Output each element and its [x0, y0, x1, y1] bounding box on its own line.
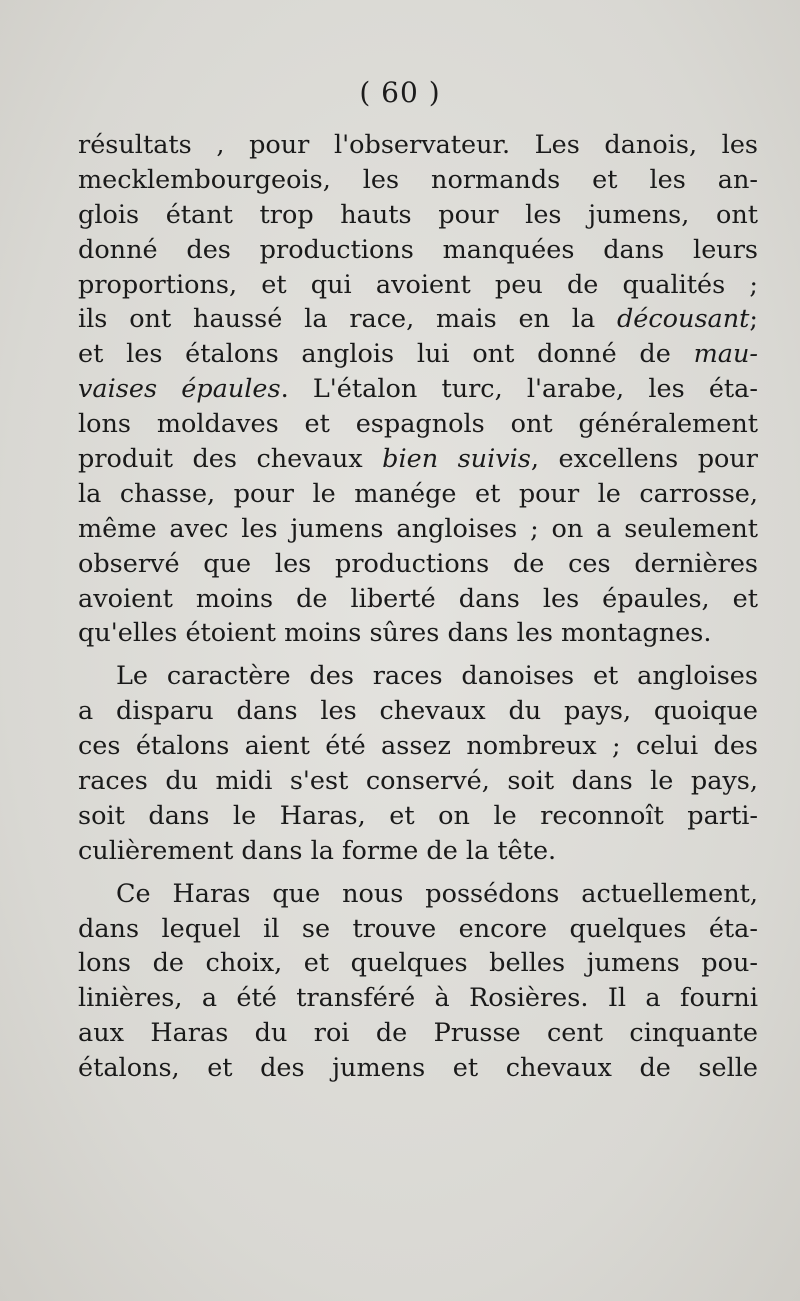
text-line-16: Le caractère des races danoises et angloises: [116, 661, 758, 692]
text-line-15: qu'elles étoient moins sûres dans les montagnes.: [78, 618, 712, 649]
page-number: ( 60 ): [359, 76, 441, 109]
body-text: [78, 128, 758, 1086]
text-line-22: Ce Haras que nous possédons actuellement,: [116, 878, 758, 909]
text-line-13: observé que les productions de ces dernières: [78, 548, 758, 579]
text-line-24: lons de choix, et quelques belles jumens pou-: [78, 948, 758, 979]
text-line-21: culièrement dans la forme de la tête.: [78, 835, 557, 866]
text-line-2: mecklembourgeois, les normands et les an-: [78, 164, 758, 195]
text-line-23: dans lequel il se trouve encore quelques éta-: [78, 913, 758, 944]
text-line-7: et les étalons anglois lui ont donné de mau-: [78, 339, 758, 370]
text-line-12: même avec les jumens angloises ; on a seulement: [78, 513, 758, 544]
paragraph-gap: [78, 651, 758, 659]
text-line-1: résultats , pour l'observateur. Les danois, les: [78, 130, 758, 160]
text-line-20: soit dans le Haras, et on le reconnoît parti-: [78, 800, 758, 831]
text-line-11: la chasse, pour le manége et pour le carrosse,: [78, 478, 758, 509]
text-line-14: avoient moins de liberté dans les épaules, et: [78, 583, 758, 614]
text-line-25: linières, a été transféré à Rosières. Il a fourni: [78, 983, 758, 1014]
paragraph-gap: [78, 869, 758, 877]
text-line-18: ces étalons aient été assez nombreux ; celui des: [78, 731, 758, 762]
text-line-6: ils ont haussé la race, mais en la décousant;: [78, 304, 758, 335]
text-line-3: glois étant trop hauts pour les jumens, ont: [78, 199, 758, 230]
text-line-4: donné des productions manquées dans leurs: [78, 234, 758, 265]
text-line-5: proportions, et qui avoient peu de qualités ;: [78, 269, 758, 300]
text-line-26: aux Haras du roi de Prusse cent cinquante: [78, 1018, 758, 1049]
text-line-10: produit des chevaux bien suivis, excellens pour: [78, 444, 758, 475]
text-line-8: vaises épaules. L'étalon turc, l'arabe, les éta-: [78, 374, 758, 405]
text-line-19: races du midi s'est conservé, soit dans le pays,: [78, 766, 758, 797]
text-line-17: a disparu dans les chevaux du pays, quoique: [78, 696, 758, 727]
text-line-27: étalons, et des jumens et chevaux de selle: [78, 1053, 758, 1084]
text-line-9: lons moldaves et espagnols ont généralement: [78, 409, 758, 440]
